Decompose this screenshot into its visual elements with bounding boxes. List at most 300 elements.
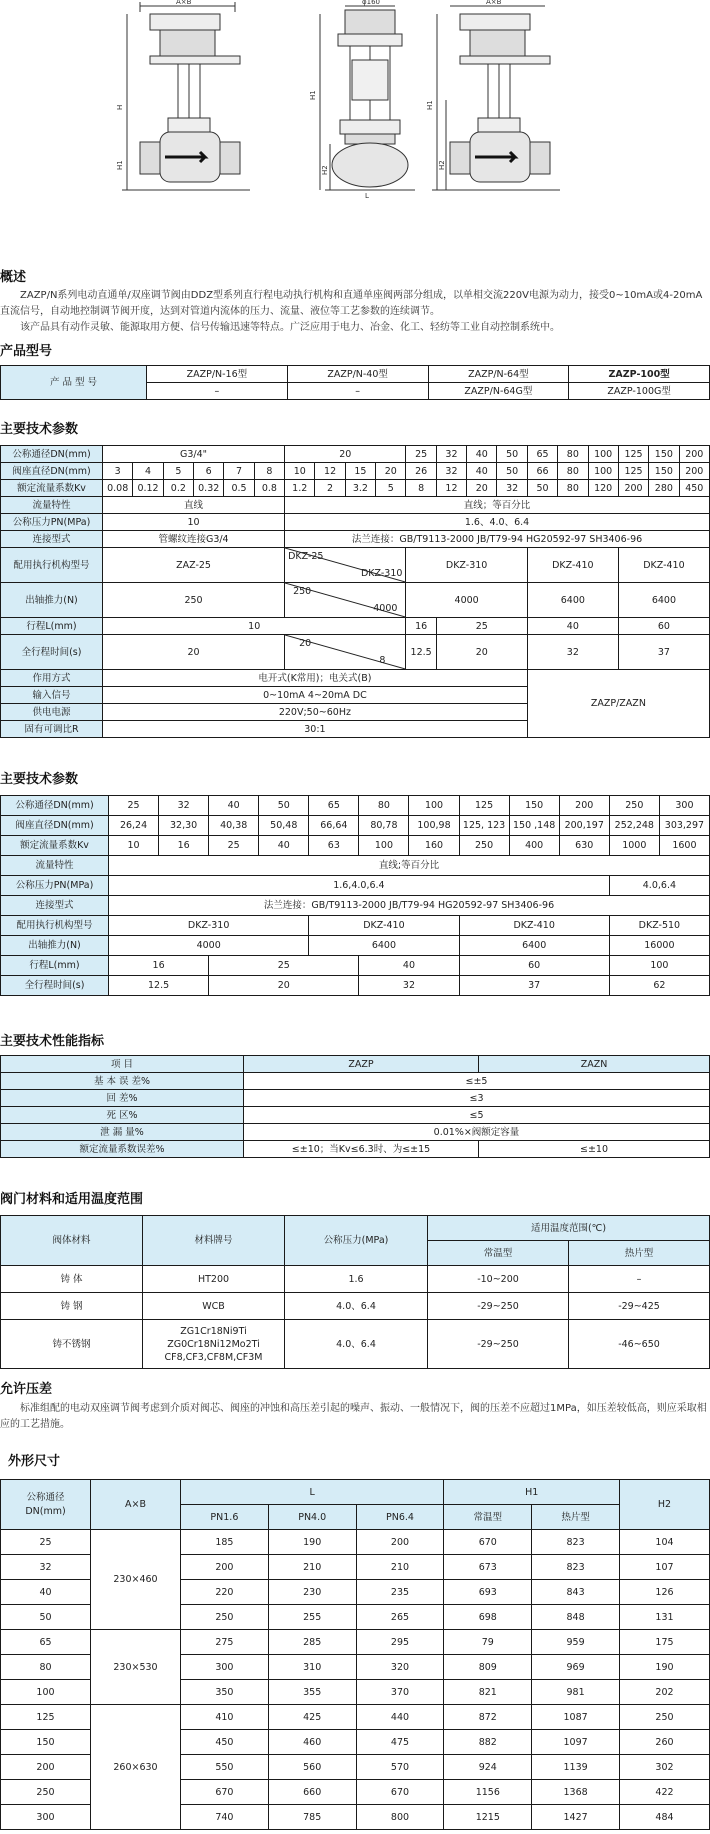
spec1-pn-cell: 1.6、4.0、6.4 <box>285 514 710 531</box>
dims-value-cell: 1097 <box>532 1730 620 1755</box>
dims-ab-cell: 230×530 <box>91 1630 181 1705</box>
spec2-dn-cell: 300 <box>659 796 709 816</box>
material-row-hot: -46~650 <box>569 1320 710 1369</box>
dims-value-cell: 570 <box>356 1755 444 1780</box>
spec1-conn-cell: 管螺纹连接G3/4 <box>103 531 285 548</box>
spec2-pn-label: 公称压力PN(MPa) <box>1 876 109 896</box>
spec1-seat-cell: 80 <box>558 463 588 480</box>
spec2-dn-cell: 250 <box>609 796 659 816</box>
dims-value-cell: 460 <box>268 1730 356 1755</box>
dims-value-cell: 310 <box>268 1655 356 1680</box>
dims-ab-cell: 260×630 <box>91 1705 181 1830</box>
spec1-time-cell: 20 <box>103 635 285 670</box>
spec2-kv-label: 额定流量系数Kv <box>1 836 109 856</box>
spec2-section <box>0 768 710 996</box>
dims-head-l: L <box>181 1480 444 1505</box>
spec2-act-cell: DKZ-410 <box>309 916 459 936</box>
dims-head-dn: 公称通径 DN(mm) <box>1 1480 91 1530</box>
spec1-act-upper: DKZ-25 <box>288 551 324 562</box>
dims-ab-cell: 230×460 <box>91 1530 181 1630</box>
spec2-act-cell: DKZ-410 <box>459 916 609 936</box>
spec1-kv-cell: 200 <box>618 480 648 497</box>
dims-head-h1: H1 <box>444 1480 620 1505</box>
material-head-grade: 材料牌号 <box>143 1216 285 1266</box>
dims-value-cell: 981 <box>532 1680 620 1705</box>
spec1-kv-cell: 0.2 <box>163 480 193 497</box>
material-row-grade: WCB <box>143 1293 285 1320</box>
spec1-seat-cell: 6 <box>194 463 224 480</box>
perf-head-zazp: ZAZP <box>244 1056 479 1073</box>
material-row-pn: 1.6 <box>285 1266 428 1293</box>
spec1-time-lower: 8 <box>379 655 386 666</box>
pressure-section <box>0 1378 710 1433</box>
spec2-time-label: 全行程时间(s) <box>1 976 109 996</box>
model-col: ZAZP/N-64型 <box>428 366 569 383</box>
spec1-ratio-cell: 30:1 <box>103 721 528 738</box>
spec1-kv-cell: 50 <box>527 480 557 497</box>
dims-value-cell: 475 <box>356 1730 444 1755</box>
dims-value-cell: 355 <box>268 1680 356 1705</box>
dims-value-cell: 260 <box>620 1730 710 1755</box>
perf-row-label: 回 差% <box>1 1090 244 1107</box>
spec1-stroke-cell: 40 <box>527 618 618 635</box>
spec1-kv-cell: 8 <box>406 480 436 497</box>
spec1-table <box>0 445 710 738</box>
material-row-grade: ZG1Cr18Ni9Ti ZG0Cr18Ni12Mo2Ti CF8,CF3,CF8M,CF3M <box>143 1320 285 1369</box>
perf-section <box>0 1030 710 1158</box>
dims-value-cell: 104 <box>620 1530 710 1555</box>
spec1-act-split-cell <box>285 548 406 583</box>
model-row2-cell: ZAZP-100G型 <box>569 383 710 400</box>
spec2-act-label: 配用执行机构型号 <box>1 916 109 936</box>
spec2-conn-cell: 法兰连接：GB/T9113-2000 JB/T79-94 HG20592-97 SH3406-96 <box>109 896 710 916</box>
spec1-kv-cell: 32 <box>497 480 527 497</box>
spec1-dn-cell: 50 <box>497 446 527 463</box>
dims-value-cell: 190 <box>268 1530 356 1555</box>
spec1-time-upper: 20 <box>299 638 312 649</box>
spec1-stroke-cell: 60 <box>618 618 709 635</box>
spec1-kv-cell: 280 <box>649 480 679 497</box>
dims-value-cell: 265 <box>356 1605 444 1630</box>
dims-dn-cell: 250 <box>1 1780 91 1805</box>
spec1-pn-cell: 10 <box>103 514 285 531</box>
spec2-time-cell: 20 <box>209 976 359 996</box>
dims-value-cell: 107 <box>620 1555 710 1580</box>
dims-value-cell: 882 <box>444 1730 532 1755</box>
spec2-flow-cell: 直线;等百分比 <box>109 856 710 876</box>
spec1-kv-cell: 450 <box>679 480 709 497</box>
dims-value-cell: 450 <box>181 1730 269 1755</box>
spec1-thrust-upper: 250 <box>293 586 312 597</box>
spec2-dn-cell: 32 <box>159 796 209 816</box>
spec1-time-cell: 12.5 <box>406 635 436 670</box>
spec1-section <box>0 418 710 738</box>
spec2-stroke-cell: 60 <box>459 956 609 976</box>
dims-sub-head: PN1.6 <box>181 1505 269 1530</box>
spec2-stroke-cell: 25 <box>209 956 359 976</box>
spec2-dn-cell: 150 <box>509 796 559 816</box>
spec2-dn-label: 公称通径DN(mm) <box>1 796 109 816</box>
dims-dn-cell: 40 <box>1 1580 91 1605</box>
spec1-seat-cell: 100 <box>588 463 618 480</box>
spec1-seat-cell: 125 <box>618 463 648 480</box>
dims-value-cell: 422 <box>620 1780 710 1805</box>
material-section <box>0 1188 710 1369</box>
drawing2-h2-label: H2 <box>321 165 329 175</box>
spec1-kv-label: 额定流量系数Kv <box>1 480 103 497</box>
dims-sub-head: 常温型 <box>444 1505 532 1530</box>
spec1-seat-label: 阀座直径DN(mm) <box>1 463 103 480</box>
spec1-seat-cell: 150 <box>649 463 679 480</box>
dims-value-cell: 809 <box>444 1655 532 1680</box>
dims-value-cell: 740 <box>181 1805 269 1830</box>
dims-value-cell: 800 <box>356 1805 444 1830</box>
dims-head-ab: A×B <box>91 1480 181 1530</box>
spec1-model-note: ZAZP/ZAZN <box>527 670 709 738</box>
dims-value-cell: 872 <box>444 1705 532 1730</box>
dims-value-cell: 185 <box>181 1530 269 1555</box>
spec1-dn-cell: 200 <box>679 446 709 463</box>
spec2-time-cell: 32 <box>359 976 459 996</box>
spec1-time-cell: 32 <box>527 635 618 670</box>
dims-row <box>1 1630 710 1655</box>
spec1-dn-cell: 80 <box>558 446 588 463</box>
material-head-pn: 公称压力(MPa) <box>285 1216 428 1266</box>
drawing1-dim-label: A×B <box>176 0 192 6</box>
drawing3-h1-label: H1 <box>426 100 434 110</box>
spec1-dn-cell: 20 <box>285 446 406 463</box>
spec1-pn-label: 公称压力PN(MPa) <box>1 514 103 531</box>
spec2-dn-cell: 125 <box>459 796 509 816</box>
spec2-thrust-label: 出轴推力(N) <box>1 936 109 956</box>
overview-paragraph-2: 该产品具有动作灵敏、能源取用方便、信号传输迅速等特点。广泛应用于电力、冶金、化工、轻纺等工业自动控制系统中。 <box>20 322 560 333</box>
perf-row-value: ≤3 <box>244 1090 710 1107</box>
dims-dn-cell: 32 <box>1 1555 91 1580</box>
dims-value-cell: 250 <box>181 1605 269 1630</box>
spec1-kv-cell: 0.5 <box>224 480 254 497</box>
dims-value-cell: 230 <box>268 1580 356 1605</box>
spec2-seat-cell: 100,98 <box>409 816 459 836</box>
dims-title: 外形尺寸 <box>8 1454 61 1469</box>
spec1-kv-cell: 80 <box>558 480 588 497</box>
spec2-kv-cell: 25 <box>209 836 259 856</box>
dims-dn-cell: 25 <box>1 1530 91 1555</box>
dims-value-cell: 673 <box>444 1555 532 1580</box>
spec2-stroke-cell: 16 <box>109 956 209 976</box>
dims-value-cell: 202 <box>620 1680 710 1705</box>
dims-value-cell: 969 <box>532 1655 620 1680</box>
spec1-thrust-label: 出轴推力(N) <box>1 583 103 618</box>
material-head-temp: 适用温度范围(℃) <box>428 1216 710 1241</box>
dims-value-cell: 210 <box>268 1555 356 1580</box>
spec2-thrust-cell: 6400 <box>459 936 609 956</box>
spec1-kv-cell: 2 <box>315 480 345 497</box>
spec2-table <box>0 795 710 996</box>
spec2-dn-cell: 65 <box>309 796 359 816</box>
dims-value-cell: 220 <box>181 1580 269 1605</box>
spec1-dn-cell: 65 <box>527 446 557 463</box>
spec2-kv-cell: 250 <box>459 836 509 856</box>
spec2-dn-cell: 80 <box>359 796 409 816</box>
spec1-seat-cell: 4 <box>133 463 163 480</box>
spec2-kv-cell: 100 <box>359 836 409 856</box>
material-row-mat: 铸 体 <box>1 1266 143 1293</box>
spec1-kv-cell: 1.2 <box>285 480 315 497</box>
perf-head-item: 项 目 <box>1 1056 244 1073</box>
dims-dn-cell: 50 <box>1 1605 91 1630</box>
dims-value-cell: 300 <box>181 1655 269 1680</box>
spec1-kv-cell: 5 <box>376 480 406 497</box>
dims-value-cell: 484 <box>620 1805 710 1830</box>
spec2-seat-label: 阀座直径DN(mm) <box>1 816 109 836</box>
dims-value-cell: 320 <box>356 1655 444 1680</box>
spec2-kv-cell: 16 <box>159 836 209 856</box>
drawing2-l-label: L <box>365 192 369 200</box>
dims-value-cell: 350 <box>181 1680 269 1705</box>
dims-value-cell: 823 <box>532 1530 620 1555</box>
material-head-mat: 阀体材料 <box>1 1216 143 1266</box>
spec1-thrust-cell: 250 <box>103 583 285 618</box>
dims-value-cell: 1215 <box>444 1805 532 1830</box>
perf-row-value: ≤5 <box>244 1107 710 1124</box>
spec1-kv-cell: 0.8 <box>254 480 284 497</box>
spec2-title: 主要技术参数 <box>0 772 79 787</box>
perf-row-value: ≤±10；当Kv≤6.3时、为≤±15 <box>244 1141 479 1158</box>
spec2-stroke-cell: 100 <box>609 956 709 976</box>
dims-dn-cell: 300 <box>1 1805 91 1830</box>
spec2-seat-cell: 80,78 <box>359 816 409 836</box>
dims-value-cell: 1139 <box>532 1755 620 1780</box>
dims-value-cell: 660 <box>268 1780 356 1805</box>
spec2-kv-cell: 630 <box>559 836 609 856</box>
material-row-normal: -29~250 <box>428 1320 569 1369</box>
spec2-seat-cell: 32,30 <box>159 816 209 836</box>
dims-value-cell: 698 <box>444 1605 532 1630</box>
spec1-power-label: 供电电源 <box>1 704 103 721</box>
spec1-time-cell: 37 <box>618 635 709 670</box>
spec1-flow-label: 流量特性 <box>1 497 103 514</box>
material-row-pn: 4.0、6.4 <box>285 1320 428 1369</box>
spec2-kv-cell: 160 <box>409 836 459 856</box>
overview-title: 概述 <box>0 270 27 285</box>
spec2-stroke-cell: 40 <box>359 956 459 976</box>
dims-dn-cell: 150 <box>1 1730 91 1755</box>
model-col: ZAZP/N-40型 <box>287 366 428 383</box>
spec2-time-cell: 12.5 <box>109 976 209 996</box>
dims-dn-cell: 200 <box>1 1755 91 1780</box>
perf-row-label: 基 本 误 差% <box>1 1073 244 1090</box>
dims-value-cell: 843 <box>532 1580 620 1605</box>
dims-value-cell: 425 <box>268 1705 356 1730</box>
material-row-normal: -10~200 <box>428 1266 569 1293</box>
spec2-conn-label: 连接型式 <box>1 896 109 916</box>
dims-value-cell: 250 <box>620 1705 710 1730</box>
spec1-act-cell: DKZ-310 <box>406 548 527 583</box>
perf-table <box>0 1055 710 1158</box>
dims-value-cell: 285 <box>268 1630 356 1655</box>
spec1-time-cell: 20 <box>436 635 527 670</box>
spec2-seat-cell: 40,38 <box>209 816 259 836</box>
spec1-seat-cell: 20 <box>376 463 406 480</box>
model-row2-cell: ZAZP/N-64G型 <box>428 383 569 400</box>
spec1-title: 主要技术参数 <box>0 422 79 437</box>
perf-row-value: ≤±10 <box>479 1141 710 1158</box>
material-title: 阀门材料和适用温度范围 <box>0 1192 144 1207</box>
spec1-seat-cell: 8 <box>254 463 284 480</box>
dims-value-cell: 1156 <box>444 1780 532 1805</box>
dims-value-cell: 924 <box>444 1755 532 1780</box>
spec2-seat-cell: 252,248 <box>609 816 659 836</box>
valve-drawings <box>0 0 710 200</box>
spec2-pn-cell: 1.6,4.0,6.4 <box>109 876 610 896</box>
spec1-thrust-split-cell <box>285 583 406 618</box>
dims-sub-head: PN6.4 <box>356 1505 444 1530</box>
spec2-dn-cell: 100 <box>409 796 459 816</box>
spec2-time-cell: 62 <box>609 976 709 996</box>
drawing1-h1-label: H1 <box>116 160 124 170</box>
spec1-seat-cell: 15 <box>345 463 375 480</box>
dims-value-cell: 275 <box>181 1630 269 1655</box>
dims-value-cell: 255 <box>268 1605 356 1630</box>
dims-value-cell: 131 <box>620 1605 710 1630</box>
dims-value-cell: 200 <box>181 1555 269 1580</box>
spec1-thrust-lower: 4000 <box>373 603 398 614</box>
spec1-dn-cell: G3/4" <box>103 446 285 463</box>
spec1-kv-cell: 120 <box>588 480 618 497</box>
spec1-act-cell: ZAZ-25 <box>103 548 285 583</box>
spec1-conn-label: 连接型式 <box>1 531 103 548</box>
material-table <box>0 1215 710 1369</box>
spec1-stroke-cell: 25 <box>436 618 527 635</box>
spec2-seat-cell: 200,197 <box>559 816 609 836</box>
spec2-kv-cell: 400 <box>509 836 559 856</box>
dims-value-cell: 410 <box>181 1705 269 1730</box>
spec1-dn-cell: 125 <box>618 446 648 463</box>
spec1-kv-cell: 3.2 <box>345 480 375 497</box>
spec2-act-cell: DKZ-510 <box>609 916 709 936</box>
dims-value-cell: 1087 <box>532 1705 620 1730</box>
spec1-act-label: 配用执行机构型号 <box>1 548 103 583</box>
dims-sub-head: PN4.0 <box>268 1505 356 1530</box>
spec1-power-cell: 220V;50~60Hz <box>103 704 528 721</box>
dims-dn-cell: 100 <box>1 1680 91 1705</box>
spec2-kv-cell: 40 <box>259 836 309 856</box>
spec2-kv-cell: 1000 <box>609 836 659 856</box>
spec1-dn-cell: 150 <box>649 446 679 463</box>
dims-value-cell: 670 <box>444 1530 532 1555</box>
spec1-dn-cell: 40 <box>467 446 497 463</box>
perf-head-zazn: ZAZN <box>479 1056 710 1073</box>
dims-value-cell: 370 <box>356 1680 444 1705</box>
material-row-hot: – <box>569 1266 710 1293</box>
material-row-pn: 4.0、6.4 <box>285 1293 428 1320</box>
drawing3-h2-label: H2 <box>438 160 446 170</box>
spec1-seat-cell: 7 <box>224 463 254 480</box>
dims-value-cell: 440 <box>356 1705 444 1730</box>
spec1-ratio-label: 固有可调比R <box>1 721 103 738</box>
dims-value-cell: 693 <box>444 1580 532 1605</box>
dims-value-cell: 235 <box>356 1580 444 1605</box>
dims-value-cell: 785 <box>268 1805 356 1830</box>
spec1-seat-cell: 50 <box>497 463 527 480</box>
dims-head-h2: H2 <box>620 1480 710 1530</box>
spec1-flow-cell: 直线；等百分比 <box>285 497 710 514</box>
spec1-seat-cell: 66 <box>527 463 557 480</box>
dims-value-cell: 670 <box>356 1780 444 1805</box>
spec1-kv-cell: 0.08 <box>103 480 133 497</box>
model-row2-cell: – <box>287 383 428 400</box>
spec2-act-cell: DKZ-310 <box>109 916 309 936</box>
model-label: 产 品 型 号 <box>1 366 147 400</box>
dims-dn-cell: 80 <box>1 1655 91 1680</box>
material-row-normal: -29~250 <box>428 1293 569 1320</box>
spec1-mode-cell: 电开式(K常用)；电关式(B) <box>103 670 528 687</box>
model-table <box>0 365 710 400</box>
spec1-time-label: 全行程时间(s) <box>1 635 103 670</box>
spec2-kv-cell: 1600 <box>659 836 709 856</box>
dims-value-cell: 175 <box>620 1630 710 1655</box>
spec2-dn-cell: 40 <box>209 796 259 816</box>
spec1-seat-cell: 3 <box>103 463 133 480</box>
dims-section <box>0 1450 710 1830</box>
dims-row <box>1 1705 710 1730</box>
perf-title: 主要技术性能指标 <box>0 1034 105 1049</box>
spec1-seat-cell: 32 <box>436 463 466 480</box>
spec2-thrust-cell: 4000 <box>109 936 309 956</box>
dims-value-cell: 200 <box>356 1530 444 1555</box>
pressure-title: 允许压差 <box>0 1382 53 1397</box>
spec1-seat-cell: 40 <box>467 463 497 480</box>
dims-dn-cell: 125 <box>1 1705 91 1730</box>
dims-value-cell: 79 <box>444 1630 532 1655</box>
spec2-seat-cell: 150 ,148 <box>509 816 559 836</box>
perf-row-label: 额定流量系数误差% <box>1 1141 244 1158</box>
overview-paragraph-1: ZAZP/N系列电动直通单/双座调节阀由DDZ型系列直行程电动执行机构和直通单座阀两部分组成，以单相交流220V电源为动力，接受0~10mA或4-20mA直流信号，自动地控制调节阀开度，达到对管道内流体的压力、流量、液位等工艺参数的连续调节。 <box>0 290 703 317</box>
spec1-seat-cell: 200 <box>679 463 709 480</box>
model-col: ZAZP-100型 <box>569 366 710 383</box>
spec2-seat-cell: 26,24 <box>109 816 159 836</box>
model-title: 产品型号 <box>0 344 53 359</box>
spec1-kv-cell: 0.32 <box>194 480 224 497</box>
dims-value-cell: 821 <box>444 1680 532 1705</box>
spec1-seat-cell: 26 <box>406 463 436 480</box>
material-row-grade: HT200 <box>143 1266 285 1293</box>
spec1-kv-cell: 12 <box>436 480 466 497</box>
spec1-dn-label: 公称通径DN(mm) <box>1 446 103 463</box>
spec2-kv-cell: 63 <box>309 836 359 856</box>
spec1-act-cell: DKZ-410 <box>527 548 618 583</box>
dims-value-cell: 210 <box>356 1555 444 1580</box>
spec1-thrust-cell: 4000 <box>406 583 527 618</box>
dims-sub-head: 热片型 <box>532 1505 620 1530</box>
spec1-stroke-cell: 16 <box>406 618 436 635</box>
dims-value-cell: 302 <box>620 1755 710 1780</box>
spec1-time-split-cell <box>285 635 406 670</box>
spec1-stroke-cell: 10 <box>103 618 406 635</box>
spec2-flow-label: 流量特性 <box>1 856 109 876</box>
spec1-stroke-label: 行程L(mm) <box>1 618 103 635</box>
spec1-act-cell: DKZ-410 <box>618 548 709 583</box>
spec2-seat-cell: 125, 123 <box>459 816 509 836</box>
spec2-stroke-label: 行程L(mm) <box>1 956 109 976</box>
perf-row-value: 0.01%×阀额定容量 <box>244 1124 710 1141</box>
dims-table <box>0 1479 710 1830</box>
dims-value-cell: 126 <box>620 1580 710 1605</box>
material-head-normal: 常温型 <box>428 1241 569 1266</box>
spec2-time-cell: 37 <box>459 976 609 996</box>
dims-value-cell: 670 <box>181 1780 269 1805</box>
spec2-seat-cell: 303,297 <box>659 816 709 836</box>
